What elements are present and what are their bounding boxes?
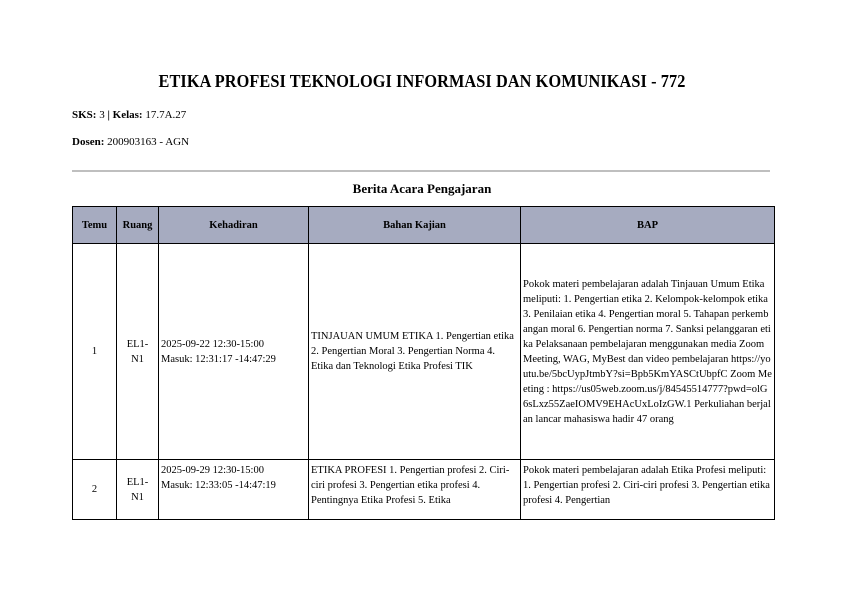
course-meta: [72, 109, 186, 121]
meta-separator: |: [107, 109, 110, 121]
temu-cell: 1: [73, 244, 117, 460]
col-header-ruang: Ruang: [117, 207, 159, 244]
lecturer-meta: [72, 136, 189, 148]
bap-text: Pokok materi pembelajaran adalah Tinjauan Umum Etika meliputi: 1. Pengertian etika 2. Kelompok-kelompok etika 3. Penilaian etika 4. Pengertian moral 5. Tahapan perkembangan moral 6. Pengertian norma 7. Sanksi pelanggaran etika Pelaksanaan pembelajaran menggunakan media Zoom Meeting, WAG, MyBest dan video pembelajaran https://youtu.be/5bcUypJtmbY?si=Bpb5KmYASCtUbpfC Zoom Meeting : https://us05web.zoom.us/j/84545514777?pwd=olG6sLxz55ZaeIOMV9EHAcUxLoIzGW.1 Perkuliahan berjalan lancar mahasiswa hadir 47 orang: [523, 278, 772, 425]
table-header-row: [73, 207, 775, 244]
bahan-kajian-cell: TINJAUAN UMUM ETIKA 1. Pengertian etika 2. Pengertian Moral 3. Pengertian Norma 4. Etika dan Teknologi Etika Profesi TIK: [309, 244, 521, 460]
col-header-kehadiran: Kehadiran: [159, 207, 309, 244]
kelas-value: 17.7A.27: [145, 109, 187, 121]
ruang-line: EL1-: [126, 476, 149, 488]
col-header-bap: BAP: [521, 207, 775, 244]
bap-cell: [521, 244, 775, 460]
table-row: [73, 244, 775, 460]
schedule-time: 2025-09-22 12:30-15:00: [161, 338, 264, 350]
col-header-temu: Temu: [73, 207, 117, 244]
dosen-label: Dosen:: [72, 136, 105, 148]
page-title: ETIKA PROFESI TEKNOLOGI INFORMASI DAN KOMUNIKASI - 772: [158, 71, 686, 91]
col-header-bahan-kajian: Bahan Kajian: [309, 207, 521, 244]
checkin-time: Masuk: 12:31:17 -14:47:29: [161, 353, 276, 365]
bahan-kajian-cell: [309, 460, 521, 520]
ruang-line: N1: [131, 491, 144, 503]
teaching-record-table: [72, 206, 775, 520]
ruang-line: N1: [131, 353, 144, 365]
bahan-kajian-text: ETIKA PROFESI 1. Pengertian profesi 2. Ciri-ciri profesi 3. Pengertian etika profesi 4. Pentingnya Etika Profesi 5. Etika: [311, 465, 510, 506]
kehadiran-cell: [159, 460, 309, 520]
sks-label: SKS:: [72, 109, 97, 121]
header-divider: [72, 170, 770, 172]
section-title: Berita Acara Pengajaran: [352, 181, 492, 196]
kehadiran-cell: [159, 244, 309, 460]
ruang-cell: [117, 460, 159, 520]
schedule-time: 2025-09-29 12:30-15:00: [161, 465, 264, 476]
ruang-cell: [117, 244, 159, 460]
sks-value: 3: [99, 109, 105, 121]
temu-cell: 2: [73, 460, 117, 520]
table-row: [73, 460, 775, 520]
kelas-label: Kelas:: [112, 109, 143, 121]
ruang-line: EL1-: [126, 338, 149, 350]
dosen-value: 200903163 - AGN: [107, 136, 190, 148]
bap-text: Pokok materi pembelajaran adalah Etika Profesi meliputi: 1. Pengertian profesi 2. Ciri-ciri profesi 3. Pengertian etika profesi 4. Pengertian: [523, 465, 770, 506]
bap-cell: [521, 460, 775, 520]
checkin-time: Masuk: 12:33:05 -14:47:19: [161, 480, 276, 491]
